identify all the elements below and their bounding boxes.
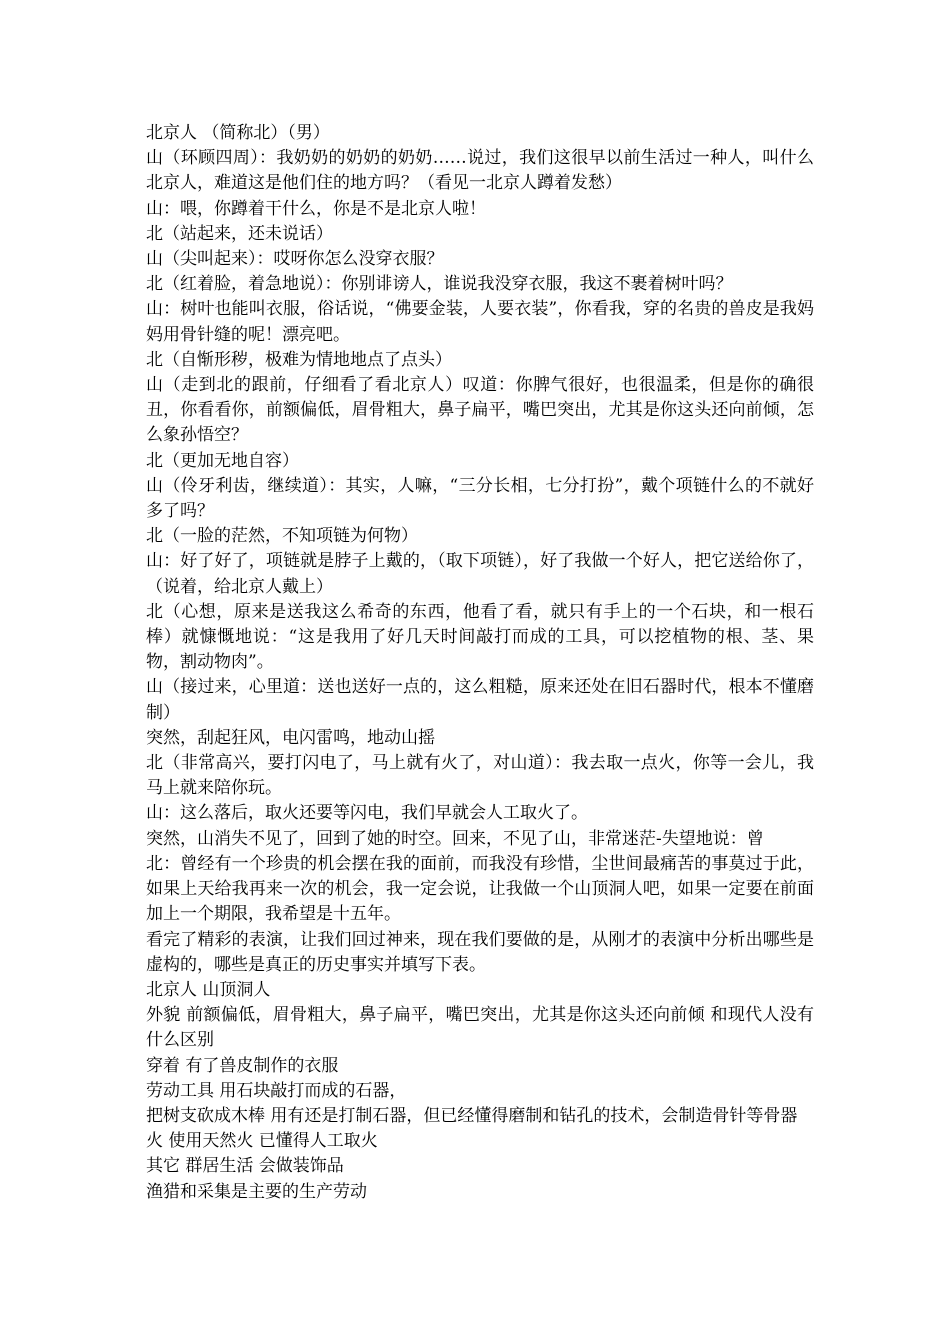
document-body [146,121,814,1205]
table-row: 渔猎和采集是主要的生产劳动 [146,1181,367,1202]
table-row: 外貌 前额偏低，眉骨粗大，鼻子扁平，嘴巴突出，尤其是你这头还向前倾 和现代人没有什么区别 [146,1005,814,1051]
paragraph: 北（红着脸，着急地说）：你别诽谤人，谁说我没穿衣服，我这不裹着树叶吗？ [146,274,733,295]
paragraph: 山（环顾四周）：我奶奶的奶奶的奶奶……说过，我们这很早以前生活过一种人，叫什么北京人，难道这是他们住的地方吗？（看见一北京人蹲着发愁） [146,148,814,194]
paragraph: 山（尖叫起来）：哎呀你怎么没穿衣服？ [146,249,444,270]
table-row: 把树支砍成木棒 用有还是打制石器，但已经懂得磨制和钻孔的技术，会制造骨针等骨器 [146,1105,798,1126]
paragraph: 山（伶牙利齿，继续道）：其实，人嘛，“三分长相，七分打扮”，戴个项链什么的不就好多了吗？ [146,475,814,522]
paragraph: 山：树叶也能叫衣服，俗话说，“佛要金装，人要衣装”，你看我，穿的名贵的兽皮是我妈妈用骨针缝的呢！漂亮吧。 [146,299,814,345]
paragraph: 突然，刮起狂风，电闪雷鸣，地动山摇 [146,727,435,748]
table-header-row: 北京人 山顶洞人 [146,979,271,1000]
paragraph: 山：好了好了，项链就是脖子上戴的，（取下项链），好了我做一个好人，把它送给你了，（说着，给北京人戴上） [146,551,814,597]
paragraph: 山：这么落后，取火还要等闪电，我们早就会人工取火了。 [146,803,588,824]
paragraph: 北（站起来，还未说话） [146,223,333,244]
paragraph: 北（自惭形秽，极难为情地地点了点头） [146,349,452,370]
paragraph: 山（接过来，心里道：送也送好一点的，这么粗糙，原来还处在旧石器时代，根本不懂磨制） [146,677,814,723]
paragraph: 突然，山消失不见了，回到了她的时空。回来，不见了山，非常迷茫-失望地说：曾 [146,828,764,849]
table-row: 劳动工具 用石块敲打而成的石器， [146,1080,407,1101]
paragraph: 山（走到北的跟前，仔细看了看北京人）叹道：你脾气很好，也很温柔，但是你的确很丑，你看看你，前额偏低，眉骨粗大，鼻子扁平，嘴巴突出，尤其是你这头还向前倾，怎么象孙悟空？ [146,375,814,446]
paragraph: 看完了精彩的表演，让我们回过神来，现在我们要做的是，从刚才的表演中分析出哪些是虚构的，哪些是真正的历史事实并填写下表。 [146,929,814,975]
paragraph: 北（更加无地自容） [146,450,299,471]
paragraph: 北京人 （简称北）（男） [146,123,330,143]
table-row: 其它 群居生活 会做装饰品 [146,1156,344,1177]
paragraph: 山：喂，你蹲着干什么，你是不是北京人啦！ [146,198,486,219]
table-row: 穿着 有了兽皮制作的衣服 [146,1055,339,1076]
paragraph: 北：曾经有一个珍贵的机会摆在我的面前，而我没有珍惜，尘世间最痛苦的事莫过于此，如果上天给我再来一次的机会，我一定会说，让我做一个山顶洞人吧，如果一定要在前面加上一个期限，我希望是十五年。 [146,853,814,925]
paragraph: 北（非常高兴，要打闪电了，马上就有火了，对山道）：我去取一点火，你等一会儿，我马上就来陪你玩。 [146,753,814,799]
paragraph: 北（一脸的茫然，不知项链为何物） [146,526,418,547]
paragraph: 北（心想，原来是送我这么希奇的东西，他看了看，就只有手上的一个石块，和一根石棒）就慷慨地说：“这是我用了好几天时间敲打而成的工具，可以挖植物的根、茎、果物，割动物肉”。 [146,601,814,673]
table-row: 火 使用天然火 已懂得人工取火 [146,1131,378,1152]
